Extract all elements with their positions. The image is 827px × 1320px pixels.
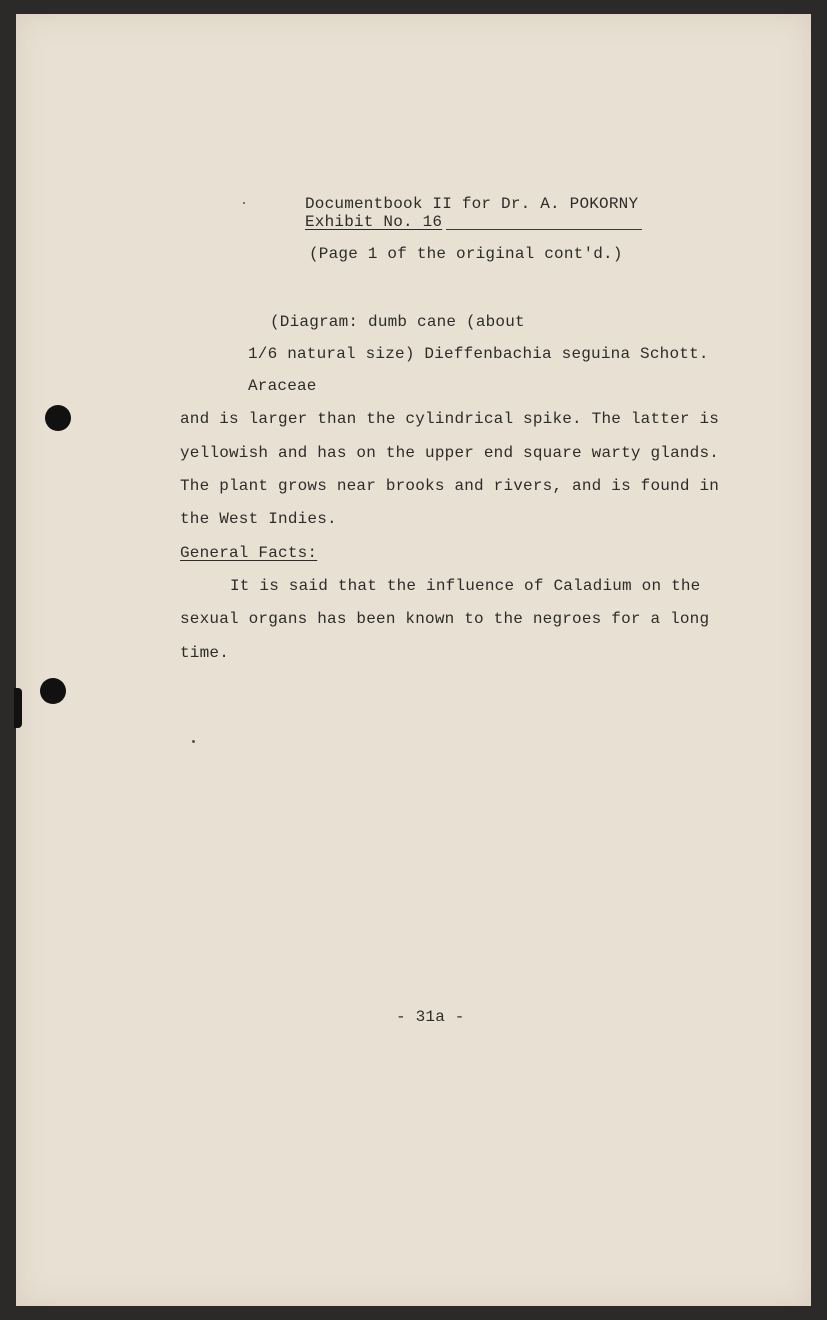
body-line-1: and is larger than the cylindrical spike. The latter is: [180, 410, 720, 428]
body-line-4: the West Indies.: [180, 510, 337, 528]
punch-hole-top: [45, 405, 71, 431]
body-line-3: The plant grows near brooks and rivers, and is found in: [180, 477, 720, 495]
speck: [243, 202, 245, 204]
header-line-1: Documentbook II for Dr. A. POKORNY: [305, 195, 639, 213]
body-line-6: sexual organs has been known to the negroes for a long: [180, 610, 710, 628]
header-line-2: Exhibit No. 16: [305, 213, 443, 231]
header-underline: [446, 229, 642, 230]
body-line-5: It is said that the influence of Caladium on the: [230, 577, 701, 595]
body-line-7: time.: [180, 644, 230, 662]
section-heading: General Facts:: [180, 544, 318, 562]
speck: [192, 740, 195, 743]
body-line-2: yellowish and has on the upper end square warty glands.: [180, 444, 720, 462]
diagram-caption-line-1: (Diagram: dumb cane (about: [270, 313, 525, 331]
edge-mark: [14, 688, 22, 728]
header-line-3: (Page 1 of the original cont'd.): [309, 245, 623, 263]
punch-hole-bottom: [40, 678, 66, 704]
diagram-caption-line-3: Araceae: [248, 377, 317, 395]
page-number: - 31a -: [396, 1008, 465, 1026]
diagram-caption-line-2: 1/6 natural size) Dieffenbachia seguina Schott.: [248, 345, 709, 363]
